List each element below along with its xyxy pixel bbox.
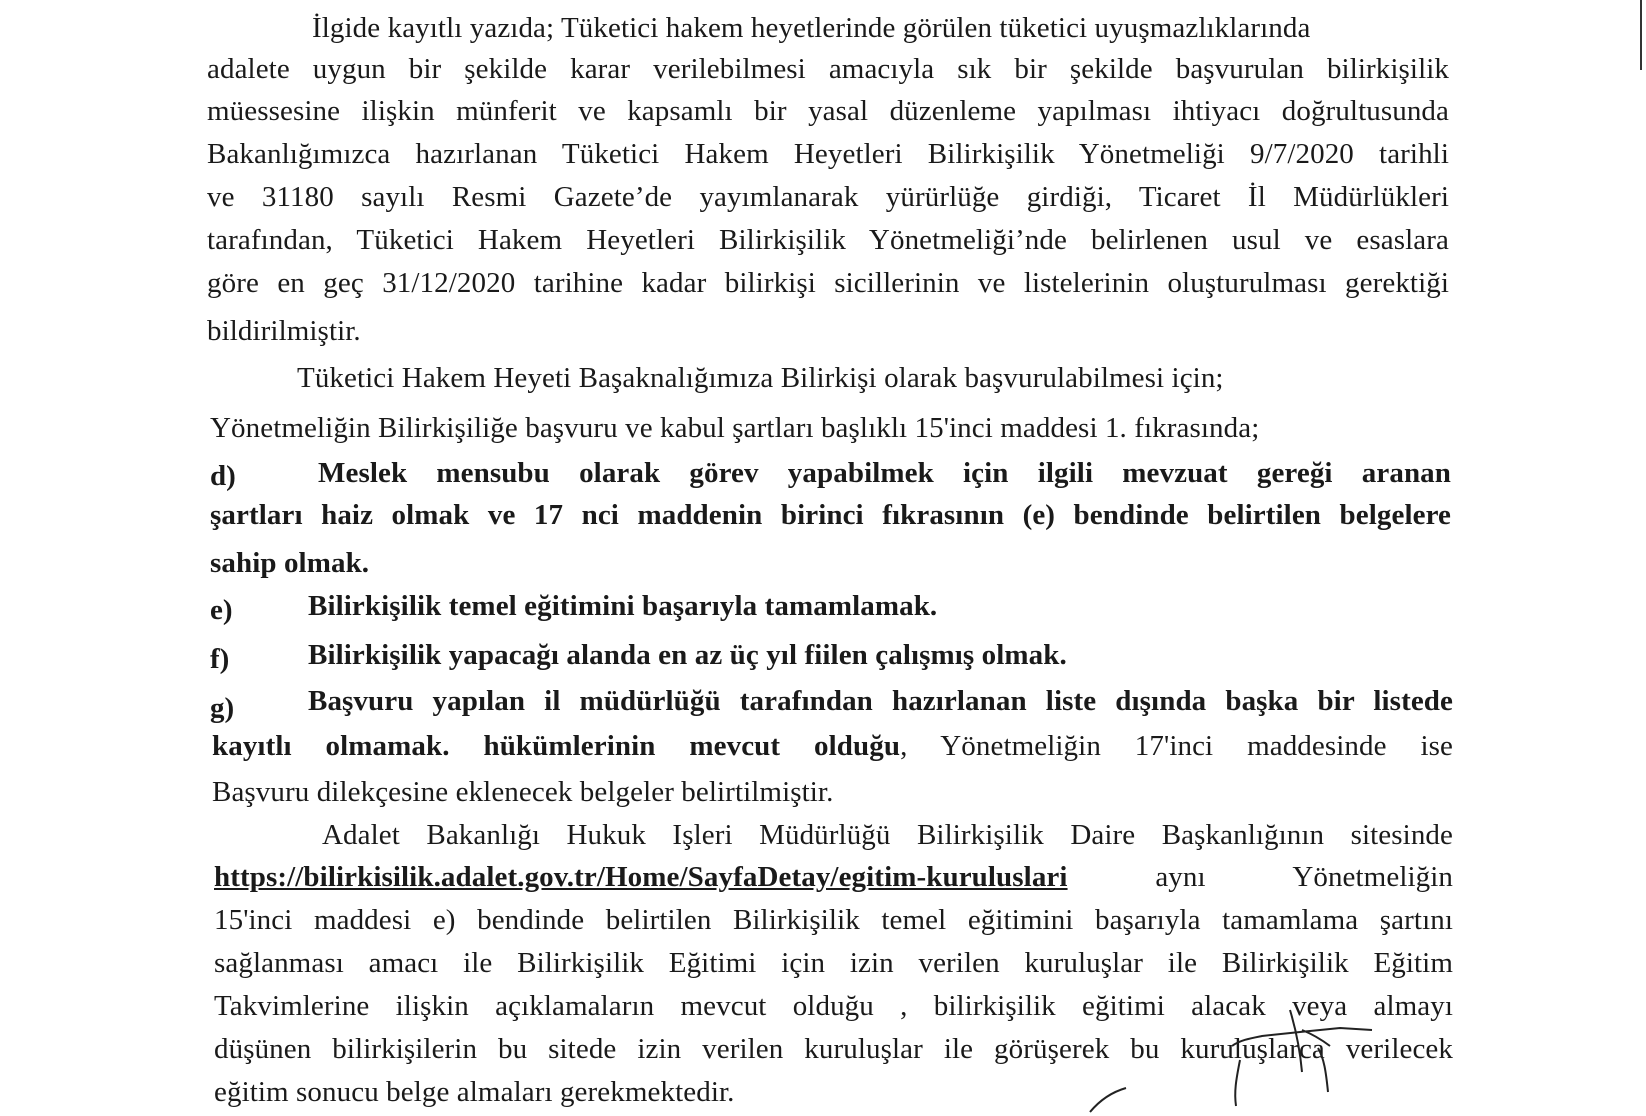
paragraph3-line2-rest: aynı Yönetmeliğin [1155,861,1453,893]
item-d-line1: Meslek mensubu olarak görev yapabilmek için ilgili mevzuat gereği aranan [318,457,1451,489]
page-edge-mark [1640,0,1642,70]
paragraph3-line5: Takvimlerine ilişkin açıklamaların mevcut olduğu , bilirkişilik eğitimi alacak veya almayı [214,990,1453,1022]
paragraph3-line1: Adalet Bakanlığı Hukuk Işleri Müdürlüğü Bilirkişilik Daire Başkanlığının sitesinde [322,819,1453,851]
paragraph1-line1: İlgide kayıtlı yazıda; Tüketici hakem heyetlerinde görülen tüketici uyuşmazlıklarında [312,12,1311,44]
paragraph2-line2: Yönetmeliğin Bilirkişiliğe başvuru ve kabul şartları başlıklı 15'inci maddesi 1. fıkrasında; [210,412,1260,444]
paragraph3-line7: eğitim sonucu belge almaları gerekmektedir. [214,1076,735,1108]
paragraph1-line4: Bakanlığımızca hazırlanan Tüketici Hakem Heyetleri Bilirkişilik Yönetmeliği 9/7/2020 tarihli [207,138,1449,170]
paragraph1-line8: bildirilmiştir. [207,315,361,347]
paragraph1-line5: ve 31180 sayılı Resmi Gazete’de yayımlanarak yürürlüğe girdiği, Ticaret İl Müdürlükleri [207,181,1449,213]
item-d-line3: sahip olmak. [210,547,370,579]
item-g-line3: Başvuru dilekçesine eklenecek belgeler belirtilmiştir. [212,776,834,808]
paragraph1-line3: müessesine ilişkin münferit ve kapsamlı bir yasal düzenleme yapılması ihtiyacı doğrultusunda [207,95,1449,127]
item-g-line1: Başvuru yapılan il müdürlüğü tarafından hazırlanan liste dışında başka bir listede [308,685,1453,717]
item-g-label: g) [210,692,235,724]
item-e-text: Bilirkişilik temel eğitimini başarıyla tamamlamak. [308,590,938,622]
paragraph3-line3: 15'inci maddesi e) bendinde belirtilen Bilirkişilik temel eğitimini başarıyla tamamlama şartını [214,904,1453,936]
paragraph1-line7: göre en geç 31/12/2020 tarihine kadar bilirkişi sicillerinin ve listelerinin oluşturulması gerektiği [207,267,1449,299]
paragraph3-line6: düşünen bilirkişilerin bu sitede izin verilen kuruluşlar ile görüşerek bu kuruluşlarca verilecek [214,1033,1453,1065]
paragraph1-line2: adalete uygun bir şekilde karar verilebilmesi amacıyla sık bir şekilde başvurulan bilirkişilik [207,53,1449,85]
item-d-line2: şartları haiz olmak ve 17 nci maddenin birinci fıkrasının (e) bendinde belirtilen belgelere [210,499,1451,531]
item-f-label: f) [210,643,230,675]
item-e-label: e) [210,594,233,626]
egitim-kuruluslari-link[interactable]: https://bilirkisilik.adalet.gov.tr/Home/SayfaDetay/egitim-kuruluslari [214,861,1068,893]
paragraph3-line4: sağlanması amacı ile Bilirkişilik Eğitimi için izin verilen kuruluşlar ile Bilirkişilik Eğitim [214,947,1453,979]
item-f-text: Bilirkişilik yapacağı alanda en az üç yıl fiilen çalışmış olmak. [308,639,1067,671]
item-g-line2-rest: , Yönetmeliğin 17'inci maddesinde ise [900,730,1453,762]
paragraph1-line6: tarafından, Tüketici Hakem Heyetleri Bilirkişilik Yönetmeliği’nde belirlenen usul ve esaslara [207,224,1449,256]
item-g-line2 [212,728,1453,764]
item-d-label: d) [210,460,236,492]
paragraph2-line1: Tüketici Hakem Heyeti Başaknalığımıza Bilirkişi olarak başvurulabilmesi için; [297,362,1224,394]
item-g-line2-bold: kayıtlı olmamak. hükümlerinin mevcut olduğu [212,730,901,762]
paragraph3-line2 [214,859,1453,895]
